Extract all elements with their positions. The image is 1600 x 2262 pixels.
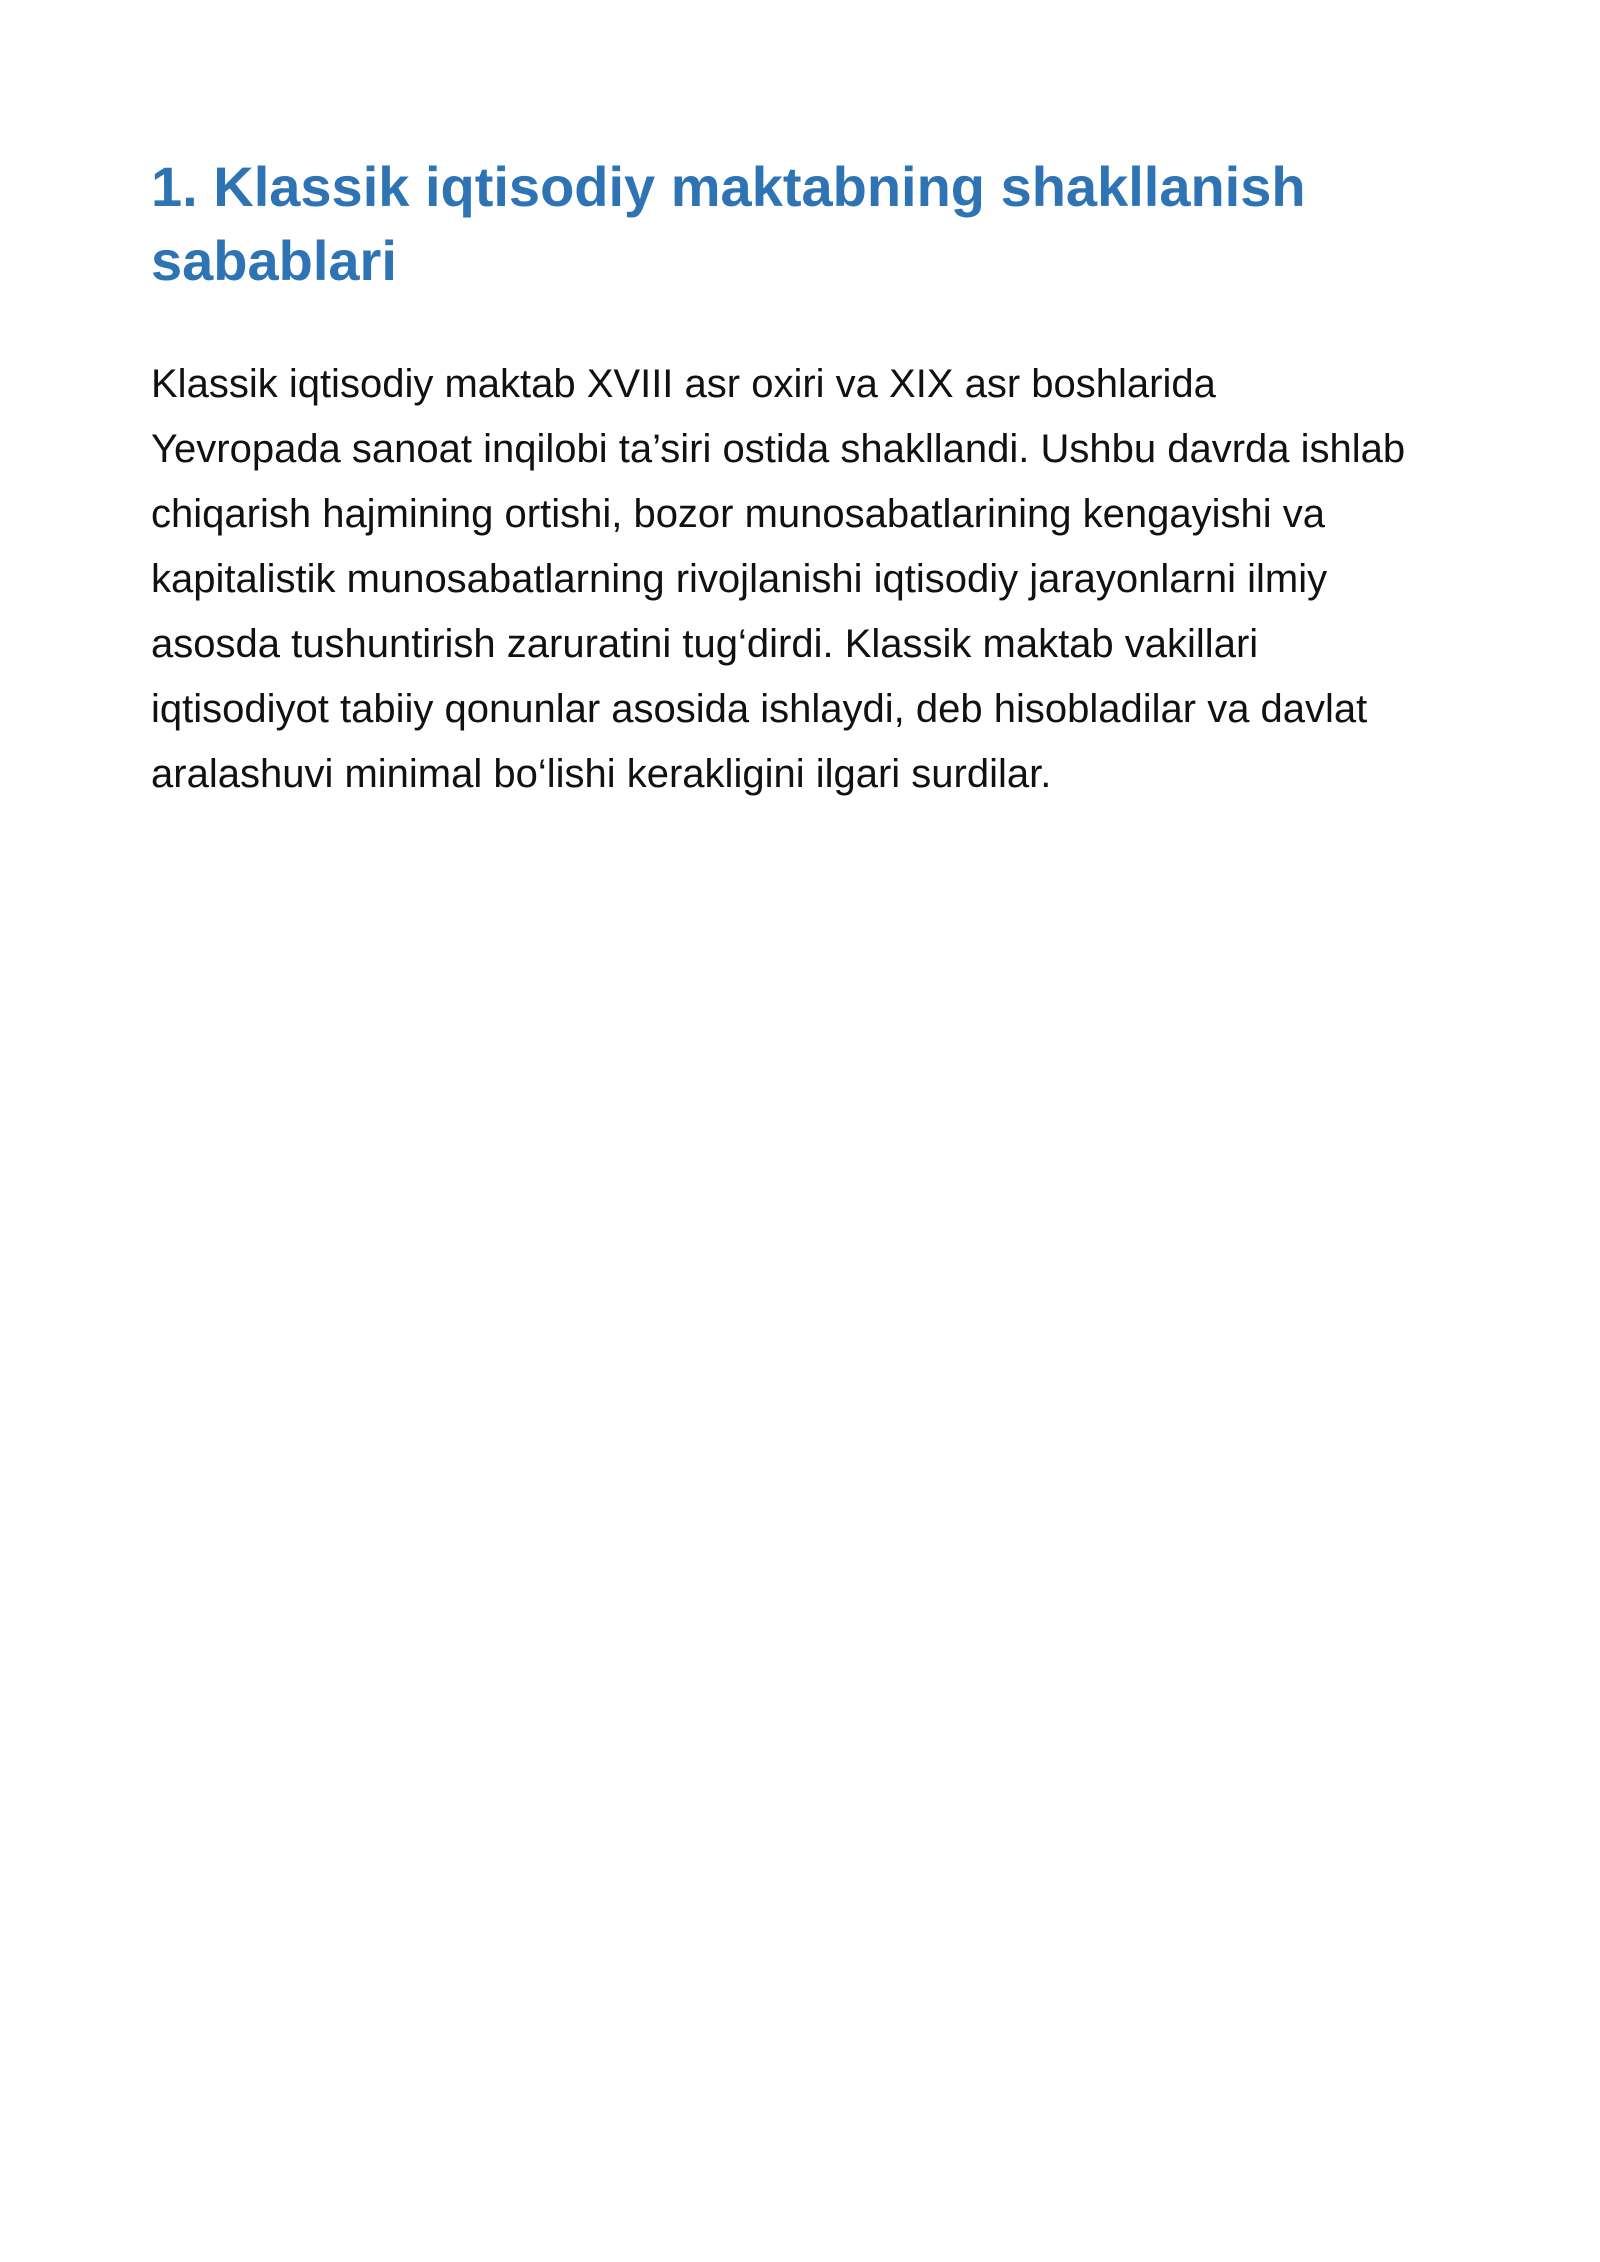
section-heading: 1. Klassik iqtisodiy maktabning shakllanish sabablari (151, 155, 1306, 292)
body-paragraph: Klassik iqtisodiy maktab XVIII asr oxiri va XIX asr boshlarida Yevropada sanoat inqilobi ta’siri ostida shakllandi. Ushbu davrda ishlab chiqarish hajmining ortishi, bozor munosabatlarining kengayishi va kapitalistik munosabatlarning rivojlanishi iqtisodiy jarayonlarni ilmiy asosda tushuntirish zaruratini tug‘dirdi. Klassik maktab vakillari iqtisodiyot tabiiy qonunlar asosida ishlaydi, deb hisobladilar va davlat aralashuvi minimal bo‘lishi kerakligini ilgari surdilar. (151, 362, 1406, 796)
page-content (151, 150, 1411, 807)
